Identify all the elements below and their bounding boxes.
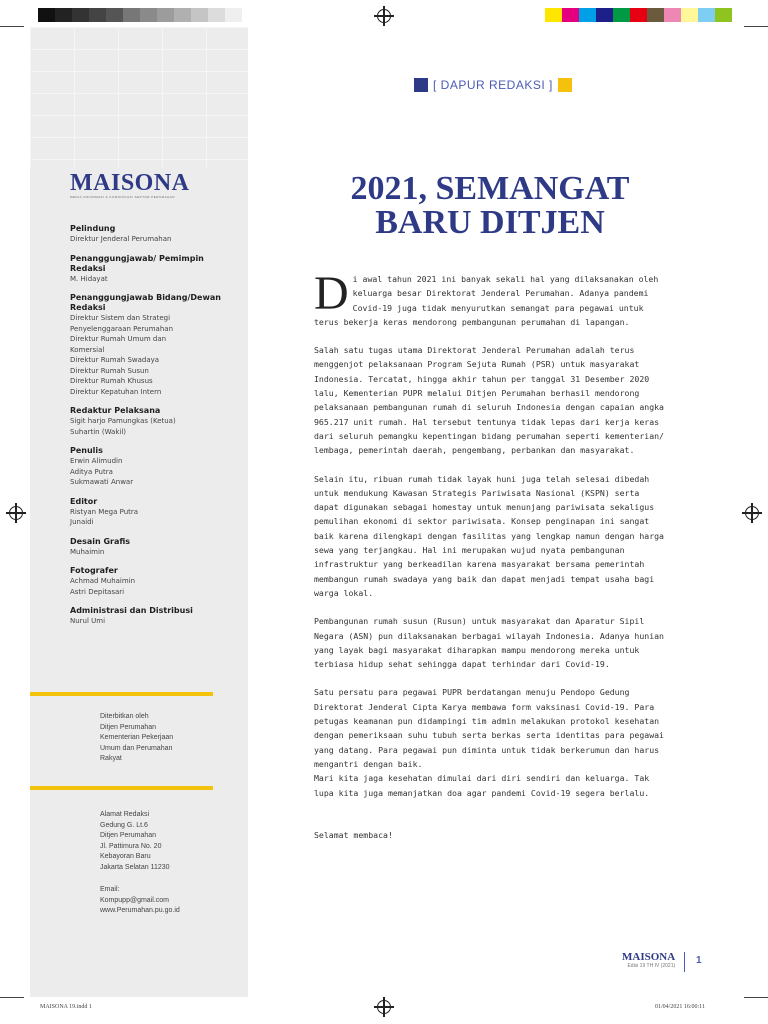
- section-label: [414, 78, 572, 92]
- gray-swatch: [55, 8, 72, 22]
- credit-block: [70, 293, 240, 397]
- contact-info: [100, 885, 240, 917]
- gray-swatch: [106, 8, 123, 22]
- gray-swatch: [208, 8, 225, 22]
- credit-role: Desain Grafis: [70, 536, 131, 546]
- info-line: Umum dan Perumahan: [100, 744, 173, 752]
- credit-name: Direktur Sistem dan Strategi: [70, 314, 171, 322]
- info-line: Kompupp@gmail.com: [100, 896, 169, 904]
- grayscale-color-bar: [38, 8, 242, 22]
- yellow-divider: [30, 692, 213, 696]
- credit-name: M. Hidayat: [70, 274, 108, 283]
- paragraph-2: Salah satu tugas utama Direktorat Jenderal Perumahan adalah terus menggenjot pelaksanaan Program Sejuta Rumah (PSR) untuk masyarakat Indonesia. Tercatat, hingga akhir tahun per tanggal 31 Desember 2020 lalu, Kementerian PUPR melalui Ditjen Perumahan berhasil mendorong pelaksanaan pembangunan rumah di seluruh Indonesia dengan capaian angka 965.217 unit rumah. Hal tersebut tentunya tidak lepas dari kerja keras dari seluruh pemangku kepentingan bidang perumahan seperti kementerian/ lembaga, pemerintah daerah, pengembang, perbankan dan masyarakat.: [314, 345, 664, 456]
- paragraph-6: Mari kita jaga kesehatan dimulai dari diri sendiri dan keluarga. Tak lupa kita juga memanjatkan doa agar pandemi Covid-19 segera berlalu.: [314, 773, 650, 798]
- credit-name: Muhaimin: [70, 547, 105, 556]
- gray-swatch: [140, 8, 157, 22]
- registration-mark-icon: [377, 1000, 391, 1014]
- credit-block: [70, 406, 240, 437]
- registration-mark-icon: [745, 506, 759, 520]
- gray-swatch: [89, 8, 106, 22]
- article-body: [314, 267, 668, 856]
- page-number-divider: [684, 952, 685, 972]
- gray-swatch: [123, 8, 140, 22]
- maisona-logo: [70, 170, 190, 199]
- credit-name: Sigit harjo Pamungkas (Ketua): [70, 417, 176, 425]
- credit-role: Redaktur Pelaksana: [70, 406, 161, 415]
- masthead-credits: [70, 224, 240, 636]
- info-line: Jl. Pattimura No. 20: [100, 842, 162, 850]
- credit-name: Direktur Rumah Swadaya: [70, 356, 160, 364]
- credit-role: Editor: [70, 496, 98, 506]
- info-line: Jakarta Selatan 11230: [100, 863, 170, 871]
- credit-block: [70, 254, 240, 285]
- paragraph-4: Pembangunan rumah susun (Rusun) untuk masyarakat dan Aparatur Sipil Negara (ASN) pun dilaksanakan berbagai wilayah Indonesia. Adanya hunian yang layak bagi masyarakat diharapkan mampu mendorong mereka untuk terbiasa hidup sehat sehingga dapat terhindar dari Covid-19.: [314, 616, 664, 670]
- logo-wordmark: MAISONA: [70, 170, 190, 196]
- color-swatch: [647, 8, 664, 22]
- credit-block: [70, 446, 240, 488]
- color-swatch: [715, 8, 732, 22]
- yellow-square-icon: [558, 78, 572, 92]
- credit-block: [70, 537, 240, 558]
- article-headline: [310, 172, 670, 240]
- info-line: Ditjen Perumahan: [100, 832, 157, 839]
- gray-swatch: [157, 8, 174, 22]
- info-line: Diterbitkan oleh: [100, 713, 149, 720]
- logo-tagline: MEDIA INFORMASI & KOMUNIKASI SEKTOR PERUMAHAN: [70, 195, 175, 199]
- credit-name: Junaidi: [70, 518, 94, 526]
- trim-mark: [0, 26, 24, 27]
- info-line: Ditjen Perumahan: [100, 723, 157, 731]
- credit-name: Erwin Alimudin: [70, 457, 123, 465]
- paragraph-3: Selain itu, ribuan rumah tidak layak huni juga telah selesai dibedah untuk mendukung Kawasan Strategis Pariwisata Nasional (KSPN) serta dapat digunakan sebagai homestay untuk menunjang pariwisata sekaligus pemulihan ekonomi di sektor pariwisata. Konsep penginapan ini sangat baik karena dilengkapi dengan fasilitas yang lengkap namun dengan harga sewa yang terjangkau. Hal ini merupakan wujud nyata pembangunan infrastruktur yang berkeadilan karena masyarakat bersama pemerintah membangun rumah swadaya yang baik dan dapat menjadi tempat usaha bagi warga lokal.: [314, 473, 664, 598]
- color-swatch: [596, 8, 613, 22]
- credit-name: Direktur Rumah Susun: [70, 366, 149, 375]
- color-swatch: [579, 8, 596, 22]
- credit-name: Penyelenggaraan Perumahan: [70, 324, 174, 333]
- print-timestamp: 01/04/2021 16:00:11: [655, 1004, 705, 1010]
- footer-brand: [622, 951, 675, 969]
- color-swatch: [664, 8, 681, 22]
- credit-role: Pelindung: [70, 224, 116, 233]
- gray-swatch: [38, 8, 55, 22]
- headline-line-1: 2021, SEMANGAT: [350, 170, 630, 207]
- info-line: Email:: [100, 886, 120, 893]
- credit-block: [70, 497, 240, 528]
- color-swatch: [681, 8, 698, 22]
- credit-role: Fotografer: [70, 566, 118, 575]
- cmyk-color-bar: [545, 8, 732, 22]
- blue-square-icon: [414, 78, 428, 92]
- credit-role: Administrasi dan Distribusi: [70, 606, 193, 615]
- gray-swatch: [191, 8, 208, 22]
- credit-block: [70, 606, 240, 627]
- info-line: Rakyat: [100, 755, 122, 762]
- info-line: Kebayoran Baru: [100, 853, 151, 860]
- section-title: [ DAPUR REDAKSI ]: [433, 78, 553, 92]
- credit-block: [70, 224, 240, 245]
- edition-label: Edisi 19 TH IV (2021): [627, 963, 676, 969]
- credit-name: Komersial: [70, 345, 105, 354]
- registration-mark-icon: [377, 9, 391, 23]
- file-slug: MAISONA 19.indd 1: [40, 1004, 92, 1010]
- paragraph-5: Satu persatu para pegawai PUPR berdatangan menuju Pendopo Gedung Direktorat Jenderal Cipta Karya membawa form vaksinasi Covid-19. Para petugas keamanan pun didampingi tim admin melakukan protokol kesehatan dengan pemeriksaan suhu tubuh serta berkas serta identitas para pegawai yang datang. Para pegawai pun diminta untuk tidak berkerumun dan harus mengantri dengan baik.: [314, 687, 664, 769]
- color-swatch: [545, 8, 562, 22]
- color-swatch: [613, 8, 630, 22]
- registration-mark-icon: [9, 506, 23, 520]
- info-line: www.Perumahan.pu.go.id: [100, 907, 180, 914]
- color-swatch: [698, 8, 715, 22]
- credit-name: Direktur Kepatuhan Intern: [70, 387, 162, 396]
- publisher-info: [100, 712, 240, 765]
- credit-name: Sukmawati Anwar: [70, 478, 134, 486]
- credit-name: Direktur Jenderal Perumahan: [70, 235, 172, 243]
- credit-name: Achmad Muhaimin: [70, 577, 136, 585]
- credit-name: Direktur Rumah Khusus: [70, 377, 153, 385]
- trim-mark: [0, 997, 24, 998]
- trim-mark: [744, 26, 768, 27]
- headline-line-2: BARU DITJEN: [375, 204, 605, 241]
- credit-role: Penanggungjawab Bidang/Dewan Redaksi: [70, 293, 221, 312]
- credit-name: Aditya Putra: [70, 467, 113, 476]
- credit-name: Direktur Rumah Umum dan: [70, 335, 167, 343]
- credit-block: [70, 566, 240, 597]
- drop-cap: D: [314, 267, 349, 320]
- credit-role: Penanggungjawab/ Pemimpin Redaksi: [70, 253, 204, 273]
- brick-pattern: [30, 27, 248, 167]
- info-line: Gedung G. Lt.6: [100, 821, 148, 829]
- yellow-divider: [30, 786, 213, 790]
- page-number: 1: [696, 955, 702, 966]
- gray-swatch: [72, 8, 89, 22]
- gray-swatch: [174, 8, 191, 22]
- gray-swatch: [225, 8, 242, 22]
- info-line: Kementerian Pekerjaan: [100, 734, 174, 741]
- address-info: [100, 810, 240, 873]
- credit-name: Suhartin (Wakil): [70, 427, 127, 436]
- credit-role: Penulis: [70, 446, 103, 455]
- trim-mark: [744, 997, 768, 998]
- credit-name: Ristyan Mega Putra: [70, 507, 139, 516]
- paragraph-1: Di awal tahun 2021 ini banyak sekali hal yang dilaksanakan oleh keluarga besar Direktorat Jenderal Perumahan. Adanya pandemi Covid-19 juga tidak menyurutkan semangat para pegawai untuk terus bekerja keras mendorong pembangunan perumahan di lapangan.: [314, 267, 659, 327]
- color-swatch: [630, 8, 647, 22]
- color-swatch: [562, 8, 579, 22]
- info-line: Alamat Redaksi: [100, 811, 150, 818]
- credit-name: Astri Depitasari: [70, 587, 125, 596]
- footer-logo: MAISONA: [622, 951, 676, 963]
- closing-line: Selamat membaca!: [314, 829, 393, 840]
- credit-name: Nurul Umi: [70, 617, 106, 625]
